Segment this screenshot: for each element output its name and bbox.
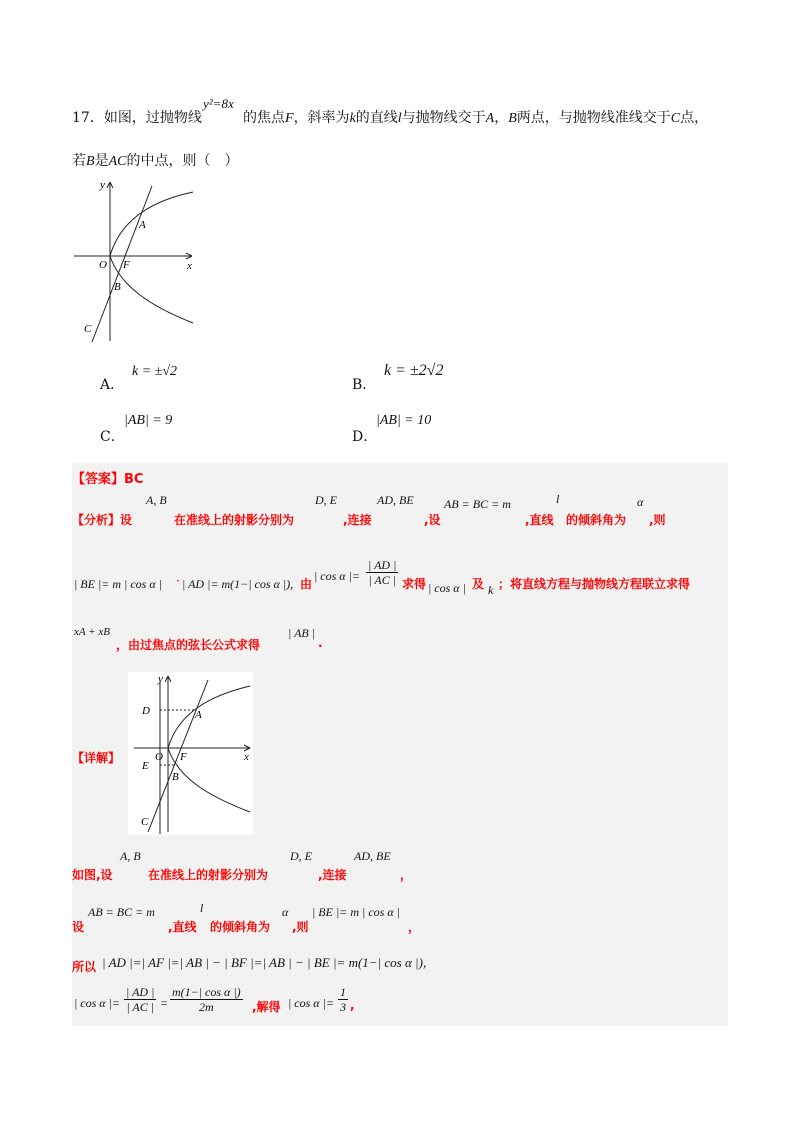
detail2-b: ,直线 — [168, 920, 197, 934]
label2-y: y — [158, 673, 163, 685]
analysis-AB-len: | AB | — [288, 626, 316, 640]
detail3-a: 所以 — [72, 960, 97, 974]
label-O: O — [99, 259, 107, 271]
analysis-l: l — [556, 492, 560, 506]
label-F: F — [123, 259, 130, 271]
parabola-figure-detail — [128, 672, 253, 835]
analysis-DE: D, E — [315, 493, 337, 507]
label-C: C — [84, 323, 92, 335]
detail4-res: | cos α |= — [288, 996, 334, 1010]
detail1-c: ,连接 — [318, 868, 347, 882]
detail1-DE: D, E — [290, 849, 312, 863]
label2-D: D — [142, 705, 150, 717]
option-c-value: |AB| = 9 — [124, 413, 173, 428]
detail4-frac1: $\frac{| AD |}{| AC |}$ — [126, 985, 155, 1014]
option-a[interactable]: A． — [100, 377, 125, 393]
analysis-eq: AB = BC = m — [444, 497, 511, 511]
label2-B: B — [172, 771, 179, 783]
analysis-ADBE: AD, BE — [377, 493, 414, 507]
analysis-text-3: ,连接 — [343, 513, 372, 527]
option-d-value: |AB| = 10 — [376, 413, 432, 428]
detail2-c: 的倾斜角为 — [210, 920, 271, 934]
detail4-lhs: | cos α |= — [74, 996, 120, 1010]
option-d[interactable]: D． — [352, 429, 378, 445]
detail1-ADBE: AD, BE — [354, 849, 391, 863]
analysis-text-4: ,设 — [424, 513, 441, 527]
detail2-a: 设 — [72, 920, 85, 934]
detail1-a: 如图,设 — [72, 868, 113, 882]
detail2-alpha: α — [282, 905, 289, 919]
analysis-cos-lhs: | cos α |= — [314, 569, 360, 583]
analysis-you: 由 — [300, 577, 313, 591]
analysis-qiude: 求得 — [402, 577, 427, 591]
detail4-solve: ,解得 — [252, 1000, 281, 1014]
option-b-value: k = ±2√2 — [384, 362, 444, 379]
analysis-text-5: ,直线 — [525, 513, 554, 527]
label-x: x — [187, 260, 192, 272]
analysis-text-7: ,则 — [649, 513, 666, 527]
detail4-eq: = — [160, 996, 169, 1010]
label2-F: F — [180, 751, 187, 763]
analysis-ji: 及 — [472, 577, 485, 591]
analysis-AB: A, B — [146, 493, 167, 507]
detail2-d: ,则 — [292, 920, 309, 934]
detail4-frac2: $\frac{\text{m(1−| cos α |)}}{2m}$ — [172, 985, 241, 1014]
question-number: 17．如图，过抛物线 — [72, 110, 202, 126]
detail3-eq: | AD |=| AF |=| AB | − | BF |=| AB | − | BE |= m(1−| cos α |), — [102, 955, 427, 970]
label-B: B — [114, 281, 121, 293]
label2-E: E — [142, 760, 149, 772]
analysis-end: . — [318, 636, 323, 650]
analysis-text-6: 的倾斜角为 — [566, 513, 627, 527]
detail2-l: l — [200, 901, 204, 915]
label2-C: C — [141, 816, 149, 828]
detail2-e: ， — [408, 920, 421, 934]
detail1-d: ， — [400, 868, 413, 882]
parabola-curve — [110, 192, 193, 323]
label2-A: A — [195, 709, 202, 721]
question-line-1 — [72, 108, 202, 128]
question-line-1-rest: 的焦点F，斜率为k的直线l与抛物线交于A，B两点，与抛物线准线交于C点， — [243, 110, 709, 126]
analysis-abs-cos: | cos α | — [428, 581, 466, 595]
analysis-k: k — [488, 583, 494, 597]
option-a-value: k = ±√2 — [132, 364, 178, 379]
detail2-eq2: | BE |= m | cos α | — [312, 905, 400, 919]
detail4-frac3: $\frac{1}{3}$ — [340, 985, 346, 1014]
answer-line: 【答案】BC — [72, 472, 144, 487]
detail1-b: 在准线上的射影分别为 — [148, 868, 269, 882]
label2-x: x — [244, 751, 249, 763]
detail1-AB: A, B — [120, 849, 141, 863]
label2-O: O — [155, 751, 163, 763]
analysis-fraction: $\frac{| AD |}{| AC |}$ — [368, 558, 397, 587]
analysis-xsum: xA + xB — [74, 626, 110, 638]
analysis-label: 【分析】设 — [72, 513, 133, 527]
analysis-AD-eq: | AD |= m(1−| cos α |), — [182, 577, 294, 591]
parabola-figure — [70, 176, 200, 346]
detail4-end: , — [350, 998, 355, 1012]
analysis-separator: · — [176, 574, 180, 588]
analysis-alpha: α — [637, 495, 644, 509]
analysis-rest: ；将直线方程与抛物线方程联立求得 — [498, 577, 691, 591]
option-c[interactable]: C． — [100, 429, 125, 445]
label-A: A — [139, 219, 146, 231]
parabola-equation: y²=8x — [203, 96, 234, 111]
analysis-line3-text: ，由过焦点的弦长公式求得 — [116, 638, 261, 652]
label-y: y — [100, 179, 105, 191]
analysis-text-2: 在准线上的射影分别为 — [174, 513, 295, 527]
option-b[interactable]: B． — [352, 377, 377, 393]
detail2-eq: AB = BC = m — [88, 905, 155, 919]
question-line-2: 若B是AC的中点，则（ ） — [72, 153, 239, 169]
detail-label: 【详解】 — [72, 751, 121, 765]
analysis-BE-eq: | BE |= m | cos α | — [74, 577, 162, 591]
